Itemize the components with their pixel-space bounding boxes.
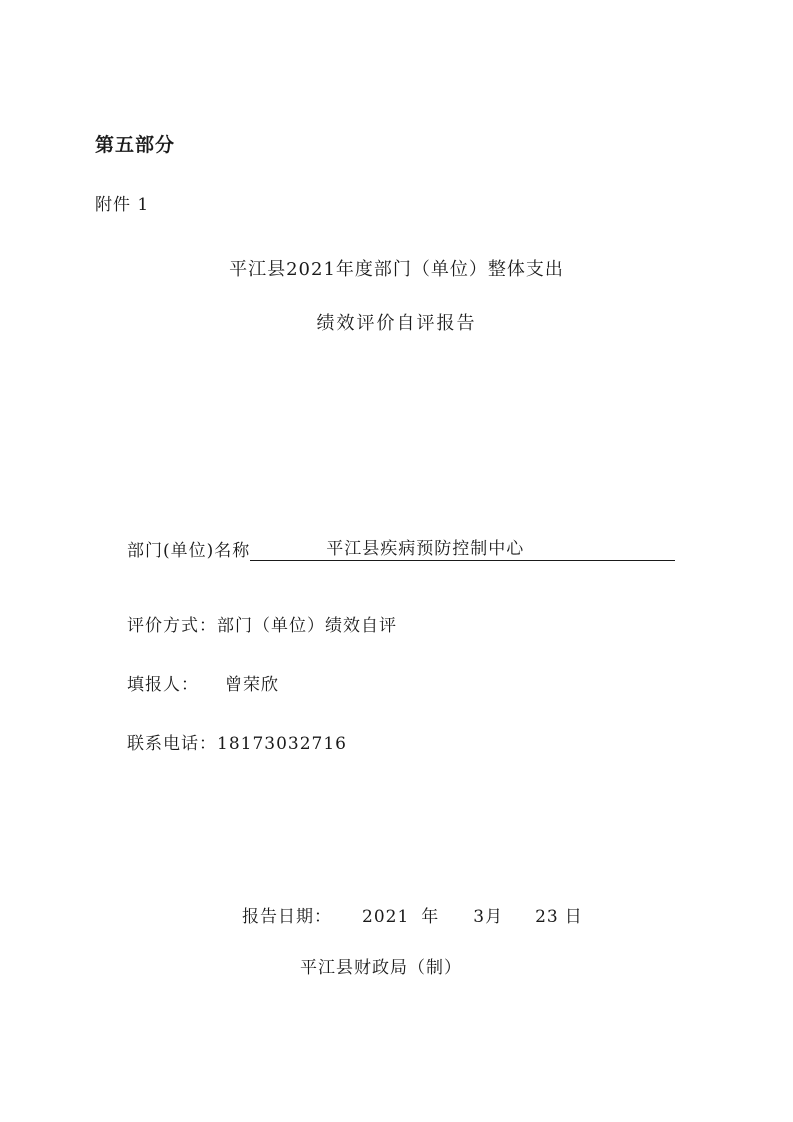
filler-name: 曾荣欣 (225, 675, 279, 695)
report-date-label: 报告日期： (242, 907, 332, 927)
report-date-year-unit: 年 (421, 907, 440, 927)
attachment-label: 附件 1 (95, 195, 150, 215)
filler-label: 填报人： (127, 675, 199, 695)
report-date-year: 2021 (362, 907, 410, 927)
report-title-line2: 绩效评价自评报告 (316, 313, 477, 334)
section-heading: 第五部分 (95, 134, 176, 156)
dept-name-value: 平江县疾病预防控制中心 (250, 539, 675, 561)
phone-label: 联系电话： (127, 734, 217, 754)
dept-name-label: 部门(单位)名称 (127, 541, 251, 561)
filler-row (127, 670, 279, 695)
eval-method: 评价方式：部门（单位）绩效自评 (127, 616, 397, 636)
report-title-line1: 平江县2021年度部门（单位）整体支出 (229, 259, 564, 280)
report-date-day: 23 (535, 907, 559, 927)
report-date-day-unit: 日 (564, 907, 583, 927)
report-date-month-unit: 月 (485, 907, 504, 927)
report-date-month: 3 (473, 907, 486, 927)
report-date-row (242, 902, 583, 927)
issuer: 平江县财政局（制） (300, 958, 462, 978)
phone-value: 18173032716 (217, 734, 347, 754)
phone-row (127, 729, 347, 754)
dept-name-row (127, 536, 675, 561)
